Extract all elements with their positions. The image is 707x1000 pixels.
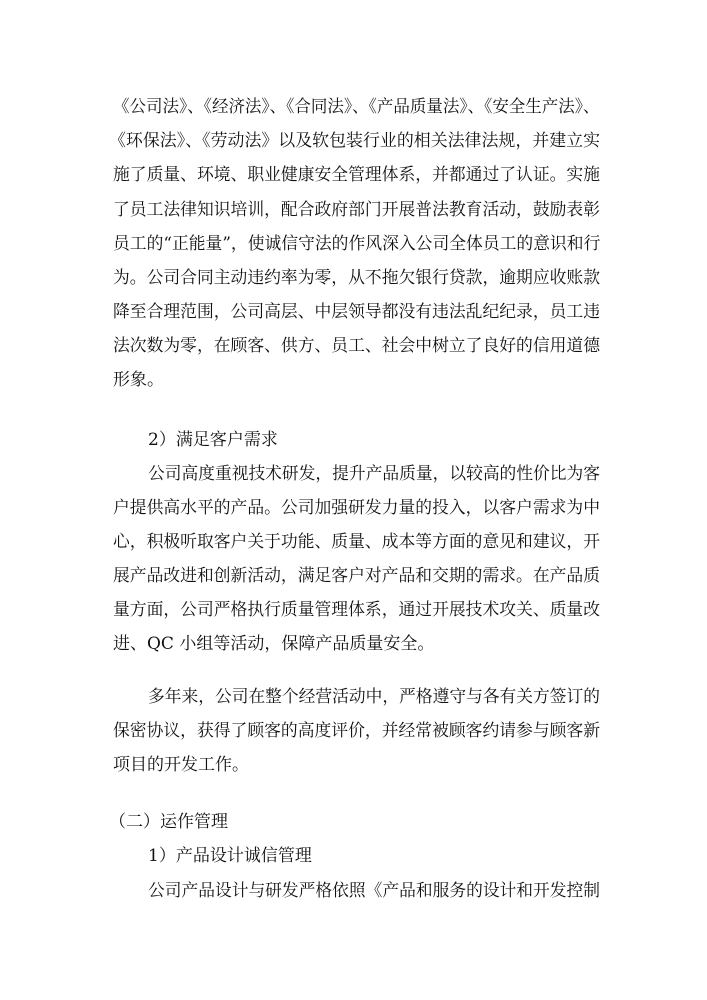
section-heading: 2）满足客户需求 [148,430,278,450]
text-line: 公司产品设计与研发严格依照《产品和服务的设计和开发控制 [148,881,600,901]
text-line: 《环保法》、《劳动法》以及软包装行业的相关法律法规，并建立实 [109,131,600,151]
text-line: 保密协议，获得了顾客的高度评价，并经常被顾客约请参与顾客新 [113,721,600,741]
text-line: 户提供高水平的产品。公司加强研发力量的投入，以客户需求为中 [113,498,600,518]
text-line: 降至合理范围，公司高层、中层领导都没有违法乱纪纪录，员工违 [113,302,600,322]
text-line: 进、QC 小组等活动，保障产品质量安全。 [113,634,435,654]
text-line: 展产品改进和创新活动，满足客户对产品和交期的需求。在产品质 [113,566,600,586]
text-line: 心，积极听取客户关于功能、质量、成本等方面的意见和建议，开 [113,532,600,552]
text-line: 施了质量、环境、职业健康安全管理体系，并都通过了认证。实施 [113,165,600,185]
text-line: 员工的“正能量”，使诚信守法的作风深入公司全体员工的意识和行 [113,234,601,254]
text-line: 公司高度重视技术研发，提升产品质量，以较高的性价比为客 [148,464,600,484]
text-line: 为。公司合同主动违约率为零，从不拖欠银行贷款，逾期应收账款 [113,268,600,288]
text-line: 《公司法》、《经济法》、《合同法》、《产品质量法》、《安全生产法》、 [113,97,600,117]
text-line: 法次数为零，在顾客、供方、员工、社会中树立了良好的信用道德 [113,336,600,356]
text-line: 了员工法律知识培训，配合政府部门开展普法教育活动，鼓励表彰 [113,200,600,220]
subsection-heading: 1）产品设计诚信管理 [148,846,312,866]
text-line: 量方面，公司严格执行质量管理体系，通过开展技术攻关、质量改 [113,600,600,620]
text-line: 项目的开发工作。 [113,755,249,775]
section-heading: （二）运作管理 [109,812,228,832]
text-line: 形象。 [113,370,164,390]
text-line: 多年来，公司在整个经营活动中，严格遵守与各有关方签订的 [148,687,600,707]
